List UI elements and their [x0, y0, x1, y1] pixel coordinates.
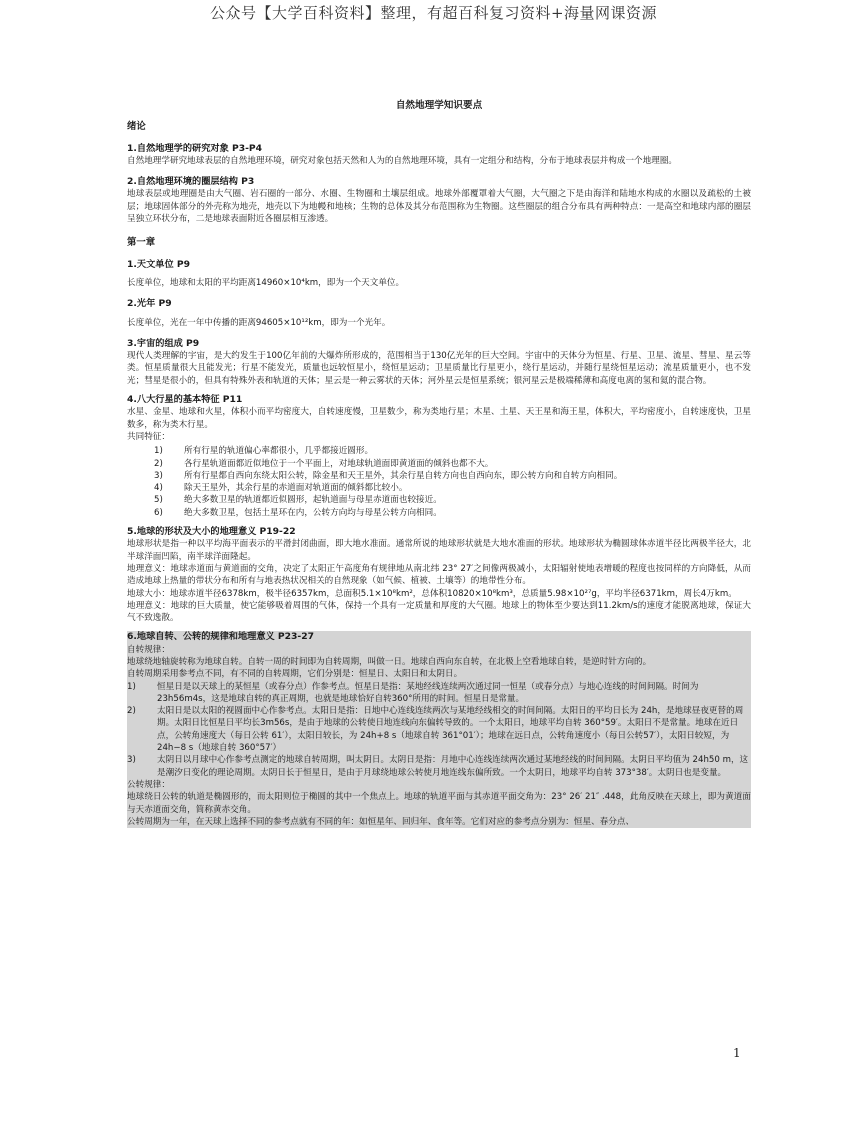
list-item: 3) 所有行星都自西向东绕太阳公转，除金星和天王星外，其余行星自转方向也自西向东，即公转方向和自转方向相同。: [154, 470, 623, 481]
rotation-label: 自转规律：: [127, 644, 170, 655]
list-item: 5) 绝大多数卫星的轨道都近似圆形，起轨道面与母星赤道面也较接近。: [154, 495, 442, 506]
section-body: 地球形状是指一种以平均海平面表示的平滑封闭曲面，即大地水准面。通常所说的地球形状就是大地水准面的形状。地球形状为椭圆球体赤道半径比两极半径大，北半球洋面凹陷，南半球洋面隆起。: [127, 539, 751, 562]
document-title: 自然地理学知识要点: [395, 100, 483, 111]
section-heading: 4.八大行星的基本特征 P11: [127, 394, 243, 406]
section-body: 长度单位，光在一年中传播的距离94605×10¹²km，即为一个光年。: [127, 317, 391, 328]
section-body: 地理意义：地球的巨大质量，使它能够吸着周围的气体，保持一个具有一定质量和厚度的大气圈。地球上的物体至少要达到11.2km/s的速度才能脱离地球，保证大气不致逸散。: [127, 600, 751, 624]
section-heading: 3.宇宙的组成 P9: [127, 337, 200, 349]
page-number: 1: [733, 1046, 741, 1060]
list-item: 1) 所有行星的轨道偏心率都很小，几乎都接近圆形。: [154, 446, 374, 457]
section-body: 水星、金星、地球和火星，体积小而平均密度大，自转速度慢，卫星数少，称为类地行星；木星、土星、天王星和海王星，体积大，平均密度小，自转速度快，卫星数多，称为类木行星。: [127, 407, 751, 430]
revolution-label: 公转规律：: [127, 779, 170, 790]
rotation-period-list: [127, 681, 751, 779]
section-body: 地球绕日公转的轨道是椭圆形的，而太阳则位于椭圆的其中一个焦点上。地球的轨道平面与其赤道平面交角为：23° 26′ 21″ .448，此角反映在天球上，即为黄道面与天赤道面交角，简称黄赤交角。: [127, 792, 751, 815]
section-body: 地理意义：地球赤道面与黄道面的交角，决定了太阳正午高度角有规律地从南北纬 23° 27′之间像两极减小，太阳辐射使地表增暖的程度也按同样的方向降低，从而造成地球上热量的带状分布和所有与地表热状况相关的自然现象（如气候、植被、土壤等）的地带性分布。: [127, 563, 751, 587]
section-body: 地球大小：地球赤道半径6378km，极半径6357km，总面积5.1×10⁸km²，总体积10820×10⁸km³，总质量5.98×10²⁷g，平均半径6371km，周长4万km。: [127, 588, 737, 599]
section-heading: 1.自然地理学的研究对象 P3-P4: [127, 142, 263, 154]
section-heading: 2.光年 P9: [127, 298, 172, 310]
chapter-heading: 第一章: [127, 237, 156, 249]
list-item: 3) 太阴日以月球中心作参考点测定的地球自转周期，叫太阴日。太阴日是指：月地中心连线连续两次通过某地经线的时间间隔。太阴日平均值为 24h50 m，这是潮汐日变化的理论周期。太阴日长于恒星日，是由于月球绕地球公转使月地连线东偏所致。一个太阴日，地球平均自转 373°38′。太阴日也是变量。: [127, 755, 749, 778]
header-watermark: 公众号【大学百科资料】整理，有超百科复习资料+海量网课资源: [209, 4, 658, 22]
section-body: 长度单位，地球和太阳的平均距离14960×10⁴km，即为一个天文单位。: [127, 277, 405, 288]
list-item: 6) 绝大多数卫星，包括土星环在内，公转方向均与母星公转方向相同。: [154, 507, 442, 518]
list-item: 2) 各行星轨道面都近似地位于一个平面上，对地球轨道面即黄道面的倾斜也都不大。: [154, 458, 494, 469]
list-item: 4) 除天王星外，其余行星的赤道面对轨道面的倾斜都比较小。: [154, 483, 408, 494]
highlighted-section: [127, 631, 751, 828]
section-heading: 6.地球自转、公转的规律和地理意义 P23-27: [127, 631, 315, 643]
section-body: 自然地理学研究地球表层的自然地理环境，研究对象包括天然和人为的自然地理环境，具有一定组分和结构，分布于地球表层并构成一个地理圈。: [127, 155, 678, 166]
section-body: 地球表层或地理圈是由大气圈、岩石圈的一部分、水圈、生物圈和土壤层组成。地球外部覆罩着大气圈，大气圈之下是由海洋和陆地水构成的水圈以及疏松的土被层；地球固体部分的外壳称为地壳，地壳以下为地幔和地核；生物的总体及其分布范围称为生物圈。这些圈层的组合分布具有两种特点：一是高空和地球内部的圈层呈独立环状分布，二是地球表面附近各圈层相互渗透。: [127, 189, 751, 225]
section-heading: 5.地球的形状及大小的地理意义 P19-22: [127, 526, 296, 538]
common-features-label: 共同特征：: [127, 431, 170, 442]
list-item: 1) 恒星日是以天球上的某恒星（或春分点）作参考点。恒星日是指：某地经线连续两次通过同一恒星（或春分点）与地心连线的时间间隔。时间为 23h56m4s，这是地球自转的真正周期，也就是地球恰好自转360°所用的时间。恒星日是常量。: [127, 681, 699, 704]
document-page: [127, 100, 751, 828]
section-body: 自转周期采用参考点不同，有不同的自转周期，它们分别是：恒星日、太阳日和太阴日。: [127, 669, 463, 680]
section-body: 公转周期为一年，在天球上选择不同的参考点就有不同的年：如恒星年、回归年、食年等。它们对应的参考点分别为：恒星、春分点、: [127, 816, 635, 827]
section-body: 地球绕地轴旋转称为地球自转。自转一周的时间即为自转周期，叫做一日。地球自西向东自转，在北极上空看地球自转，是逆时针方向的。: [127, 656, 652, 667]
section-body: 现代人类理解的宇宙，是大约发生于100亿年前的大爆炸所形成的，范围相当于130亿光年的巨大空间。宇宙中的天体分为恒星、行星、卫星、流星、彗星、星云等类。恒星质量很大且能发光；行星不能发光，质量也远较恒星小，绕恒星运动；卫星质量比行星更小，绕行星运动，并随行星绕恒星运动；流星质量更小，也不发光；彗星是很小的，但具有特殊外表和轨道的天体；星云是一种云雾状的天体；河外星云是恒星系统；银河星云是极端稀薄和高度电离的氢和氦的混合物。: [127, 351, 751, 386]
planet-features-list: [127, 445, 751, 519]
list-item: 2) 太阳日是以太阳的视圆面中心作参考点。太阳日是指：日地中心连线连续两次与某地经线相交的时间间隔。太阳日的平均日长为 24h，是地球昼夜更替的周期。太阳日比恒星日平均长3m56s，是由于地球的公转使日地连线向东偏转导致的。一个太阳日，地球平均自转 360°59′。太阳日不是常量。地球在近日点，公转角速度大（每日公转 61′），太阳日较长，为 24h+8 s（地球自转 361°01′）；地球在远日点，公转角速度小（每日公转57′），太阳日较短，为 24h−8 s（地球自转 360°57′）: [127, 706, 744, 754]
intro-heading: 绪论: [127, 121, 146, 133]
section-heading: 2.自然地理环境的圈层结构 P3: [127, 176, 255, 188]
section-heading: 1.天文单位 P9: [127, 258, 190, 270]
